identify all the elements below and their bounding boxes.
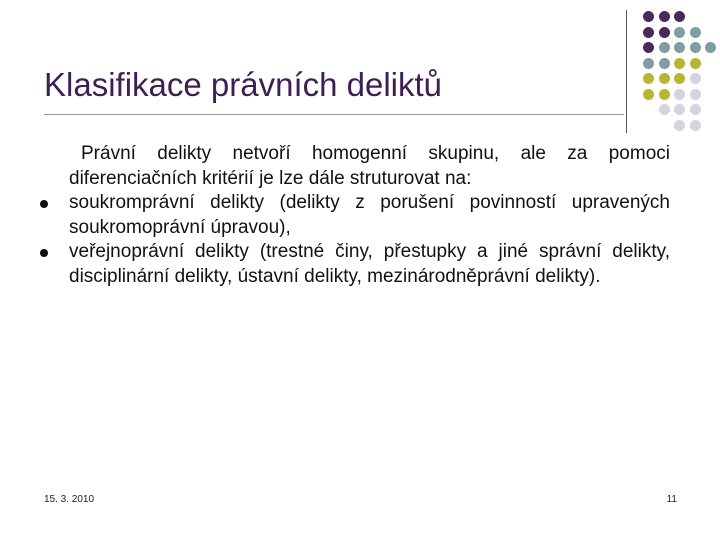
- bullet-text: veřejnoprávní delikty (trestné činy, přestupky a jiné správní delikty, disciplinární delikty, ústavní delikty, mezinárodněprávní delikty).: [69, 241, 670, 287]
- bullet-item-public-law: [40, 240, 670, 289]
- decorative-dot: [674, 58, 685, 69]
- decorative-dot: [690, 104, 701, 115]
- decorative-dot: [643, 27, 654, 38]
- decorative-dot: [643, 58, 654, 69]
- decorative-dot: [690, 89, 701, 100]
- decorative-dot: [674, 27, 685, 38]
- decorative-dot: [690, 58, 701, 69]
- bullet-text: soukromprávní delikty (delikty z porušení povinností upravených soukromoprávní úpravou),: [69, 192, 670, 238]
- decorative-dot: [659, 58, 670, 69]
- decorative-dot: [643, 11, 654, 22]
- intro-paragraph: Právní delikty netvoří homogenní skupinu, ale za pomoci diferenciačních kritérií je lze dále struturovat na:: [69, 143, 670, 189]
- footer-date: 15. 3. 2010: [44, 494, 95, 505]
- slide-title: Klasifikace právních deliktů: [44, 66, 443, 103]
- decorative-dot: [674, 73, 685, 84]
- decorative-dot: [659, 73, 670, 84]
- decorative-dot: [643, 89, 654, 100]
- decorative-dot: [674, 104, 685, 115]
- decorative-dot: [659, 11, 670, 22]
- title-underline: [44, 114, 624, 115]
- decorative-dot: [690, 42, 701, 53]
- decorative-dot: [690, 73, 701, 84]
- decorative-dot: [690, 27, 701, 38]
- decorative-dot: [674, 11, 685, 22]
- bullet-icon: [40, 200, 48, 208]
- decorative-dot: [674, 42, 685, 53]
- decorative-dot: [674, 89, 685, 100]
- bullet-icon: [40, 249, 48, 257]
- decorative-dot: [659, 27, 670, 38]
- vertical-divider: [626, 10, 627, 133]
- decorative-dot: [705, 42, 716, 53]
- decorative-dot: [643, 73, 654, 84]
- decorative-dot: [659, 89, 670, 100]
- decorative-dot: [659, 42, 670, 53]
- decorative-dot: [643, 42, 654, 53]
- page-number: 11: [666, 494, 677, 505]
- decorative-dot: [690, 120, 701, 131]
- decorative-dot: [674, 120, 685, 131]
- decorative-dot: [659, 104, 670, 115]
- slide-body: [40, 142, 670, 289]
- bullet-item-private-law: [40, 191, 670, 240]
